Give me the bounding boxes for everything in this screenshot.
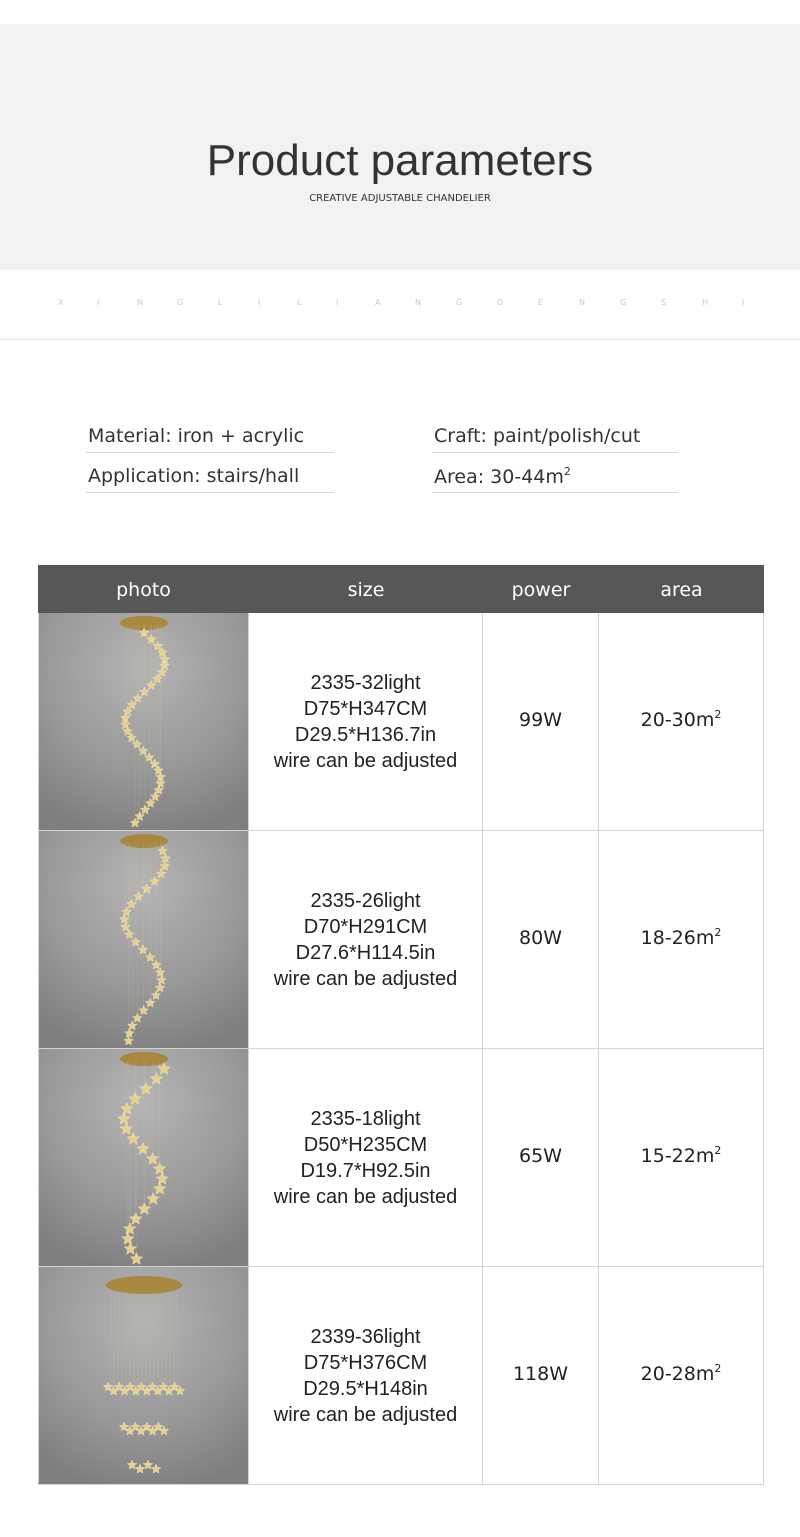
- chandelier-photo: [38, 1267, 249, 1484]
- brand-letter: A: [375, 298, 381, 307]
- brand-letter: I: [97, 298, 100, 307]
- header-area: area: [660, 579, 703, 601]
- brand-letter: G: [456, 298, 463, 307]
- param-craft-text: Craft: paint/polish/cut: [434, 425, 641, 447]
- size-cell: [249, 831, 483, 1048]
- brand-letter: I: [258, 298, 261, 307]
- size-dim-cm: D50*H235CM: [303, 1133, 428, 1156]
- size-cell: [249, 1267, 483, 1484]
- power-cell: 99W: [483, 613, 599, 830]
- page-subtitle: CREATIVE ADJUSTABLE CHANDELIER: [309, 193, 491, 204]
- brand-letter-strip: [0, 270, 800, 340]
- table-row: [38, 831, 764, 1049]
- size-cell: [249, 1049, 483, 1266]
- size-model: 2335-26light: [310, 889, 421, 912]
- param-material-text: Material: iron + acrylic: [88, 425, 305, 447]
- area-sup: 2: [714, 1144, 722, 1157]
- brand-letter: G: [177, 298, 184, 307]
- chandelier-photo: [38, 831, 249, 1048]
- param-application: [86, 457, 334, 493]
- chandelier-photo: [38, 1049, 249, 1266]
- size-model: 2339-36light: [310, 1325, 421, 1348]
- brand-letter: S: [661, 298, 667, 307]
- power-cell: 65W: [483, 1049, 599, 1266]
- chandelier-canopy: [120, 834, 168, 848]
- area-value: 15-22m: [640, 1145, 715, 1167]
- size-cell: [249, 613, 483, 830]
- size-dim-in: D29.5*H136.7in: [294, 723, 437, 746]
- area-sup: 2: [714, 926, 722, 939]
- photo-cell: [38, 613, 249, 830]
- spec-table: [38, 565, 764, 1483]
- size-dim-cm: D75*H347CM: [303, 697, 428, 720]
- param-area-text: [434, 465, 571, 488]
- table-row: [38, 613, 764, 831]
- brand-letter: N: [415, 298, 421, 307]
- brand-letter: L: [297, 298, 302, 307]
- size-dim-in: D29.5*H148in: [303, 1377, 428, 1400]
- size-note: wire can be adjusted: [273, 1403, 458, 1426]
- param-area-value: Area: 30-44m: [434, 466, 564, 488]
- size-note: wire can be adjusted: [273, 967, 458, 990]
- chandelier-canopy: [106, 1276, 182, 1294]
- header-photo: photo: [116, 579, 171, 601]
- size-dim-in: D27.6*H114.5in: [295, 941, 436, 964]
- param-area: [432, 457, 678, 493]
- photo-cell: [38, 831, 249, 1048]
- area-value: 20-28m: [640, 1363, 715, 1385]
- page-title: Product parameters: [206, 136, 594, 185]
- header-size: size: [347, 579, 385, 601]
- brand-letter: N: [137, 298, 143, 307]
- brand-letter: D: [497, 298, 504, 307]
- area-cell: [599, 1267, 764, 1484]
- area-cell: [599, 1049, 764, 1266]
- size-dim-cm: D75*H376CM: [303, 1351, 428, 1374]
- area-value: 20-30m: [640, 709, 715, 731]
- table-header: [38, 565, 764, 613]
- table-row: [38, 1049, 764, 1267]
- brand-letter: X: [58, 298, 64, 307]
- area-sup: 2: [714, 1362, 722, 1375]
- brand-letter: G: [620, 298, 627, 307]
- table-left-border: [38, 613, 39, 1483]
- chandelier-photo: [38, 613, 249, 830]
- chandelier-canopy: [120, 1052, 168, 1066]
- size-model: 2335-18light: [310, 1107, 421, 1130]
- area-cell: [599, 831, 764, 1048]
- param-material: [86, 417, 334, 453]
- brand-letter: I: [742, 298, 745, 307]
- size-model: 2335-32light: [310, 671, 421, 694]
- brand-letter: N: [579, 298, 585, 307]
- param-application-text: Application: stairs/hall: [88, 465, 300, 487]
- size-dim-in: D19.7*H92.5in: [300, 1159, 431, 1182]
- photo-cell: [38, 1267, 249, 1484]
- area-cell: [599, 613, 764, 830]
- param-craft: [432, 417, 678, 453]
- hero-banner: [0, 24, 800, 270]
- photo-cell: [38, 1049, 249, 1266]
- brand-letter: E: [538, 298, 544, 307]
- param-area-sup: 2: [563, 465, 571, 478]
- size-dim-cm: D70*H291CM: [303, 915, 428, 938]
- size-note: wire can be adjusted: [273, 1185, 458, 1208]
- brand-letter: I: [336, 298, 339, 307]
- table-row: [38, 1267, 764, 1485]
- power-cell: 118W: [483, 1267, 599, 1484]
- area-value: 18-26m: [640, 927, 715, 949]
- size-note: wire can be adjusted: [273, 749, 458, 772]
- brand-letter: H: [702, 298, 709, 307]
- area-sup: 2: [714, 708, 722, 721]
- brand-letter: L: [218, 298, 223, 307]
- power-cell: 80W: [483, 831, 599, 1048]
- header-power: power: [511, 579, 571, 601]
